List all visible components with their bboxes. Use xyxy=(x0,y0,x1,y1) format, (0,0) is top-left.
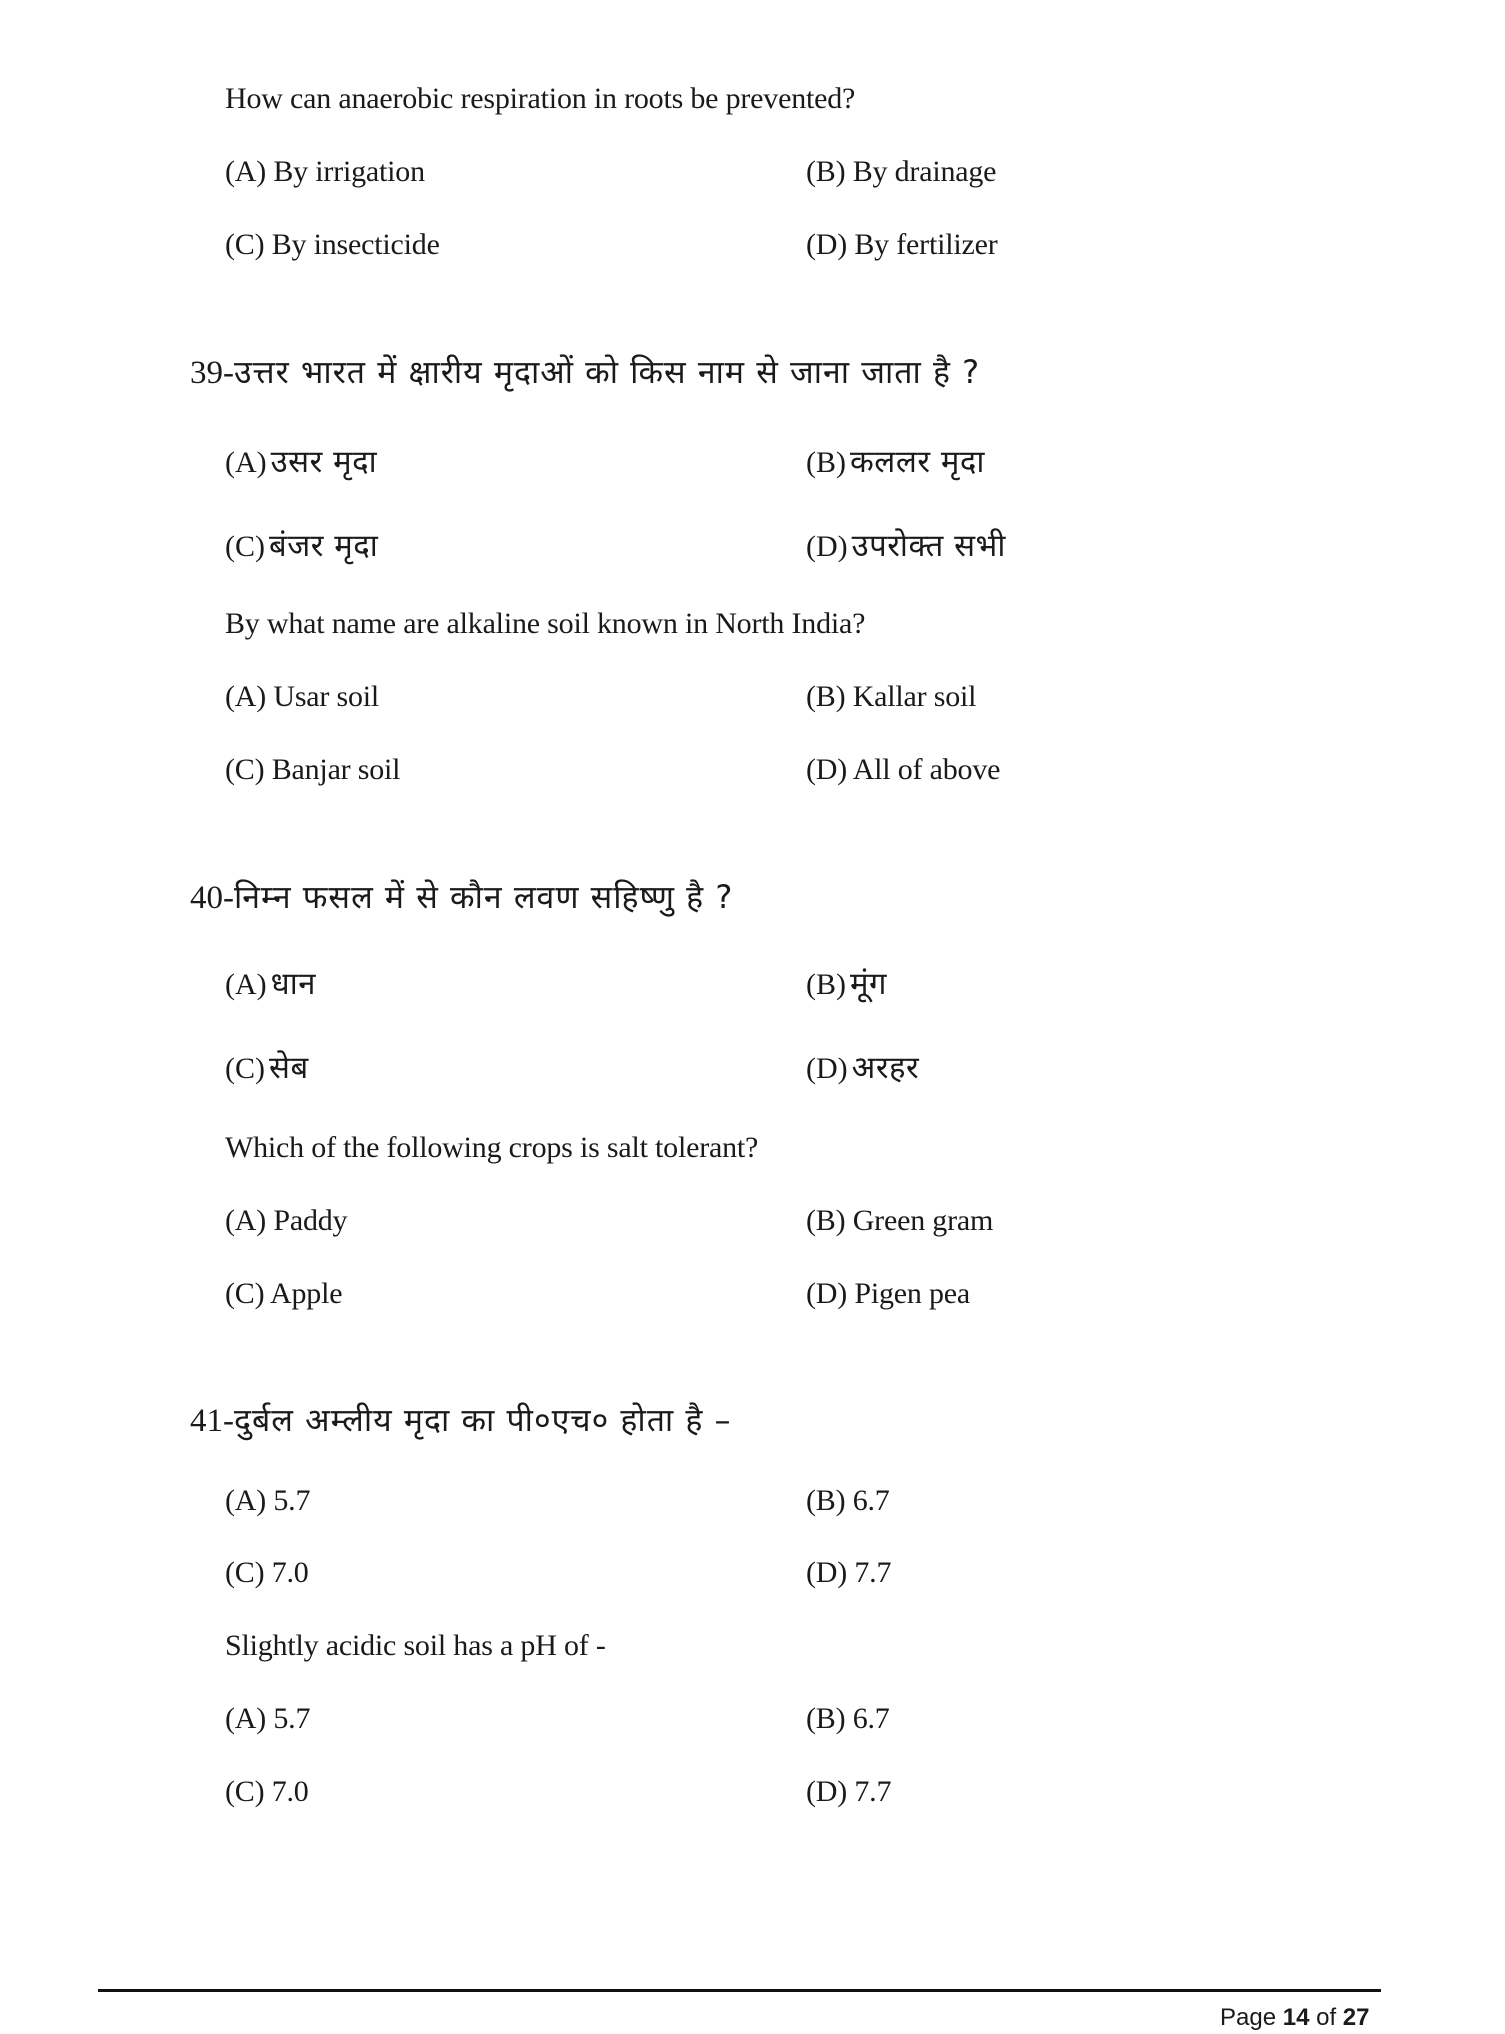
question-text-hi: निम्न फसल में से कौन लवण सहिष्णु है ? xyxy=(234,878,734,916)
q41-option-d-hi xyxy=(806,1556,891,1590)
q40-option-d-hi xyxy=(806,1046,919,1088)
option-text: 7.7 xyxy=(854,1775,892,1808)
q41-option-a-en xyxy=(225,1702,310,1736)
page-number: 14 xyxy=(1282,2004,1310,2031)
q41-question-en: Slightly acidic soil has a pH of - xyxy=(225,1629,606,1662)
option-letter: (C) xyxy=(225,530,265,563)
q40-question-en: Which of the following crops is salt tolerant? xyxy=(225,1131,759,1164)
option-letter: (A) xyxy=(225,1484,267,1517)
q40-option-c-hi xyxy=(225,1046,309,1088)
q38-option-a xyxy=(225,155,425,189)
option-letter: (C) xyxy=(225,1277,265,1310)
q40-option-d-en xyxy=(806,1277,970,1311)
option-letter: (C) xyxy=(225,753,265,786)
q40-option-b-en xyxy=(806,1204,993,1238)
option-text: Banjar soil xyxy=(271,753,401,786)
option-text: By drainage xyxy=(852,155,997,188)
q41-option-c-hi xyxy=(225,1556,309,1590)
option-letter: (C) xyxy=(225,1775,265,1808)
q39-option-b-en xyxy=(806,680,976,714)
option-letter: (A) xyxy=(225,1702,267,1735)
footer-divider xyxy=(98,1989,1381,1992)
option-text: Green gram xyxy=(852,1204,994,1237)
q40-option-a-en xyxy=(225,1204,347,1238)
q39-option-b-hi xyxy=(806,440,985,482)
option-letter: (D) xyxy=(806,1277,848,1310)
q39-option-c-hi xyxy=(225,524,378,566)
q40-question-hi xyxy=(190,875,733,918)
q40-option-c-en xyxy=(225,1277,342,1311)
option-letter: (B) xyxy=(806,680,846,713)
question-text-hi: दुर्बल अम्लीय मृदा का पी०एच० होता है – xyxy=(234,1401,732,1439)
option-letter: (C) xyxy=(225,228,265,261)
option-letter: (A) xyxy=(225,968,267,1001)
page-footer xyxy=(1220,2004,1370,2032)
total-pages: 27 xyxy=(1342,2004,1370,2031)
option-text: Pigen pea xyxy=(854,1277,971,1310)
q41-option-c-en xyxy=(225,1775,309,1809)
option-text: Paddy xyxy=(273,1204,348,1237)
option-text: Apple xyxy=(270,1277,343,1310)
q38-option-b xyxy=(806,155,996,189)
option-letter: (B) xyxy=(806,1702,846,1735)
q41-option-a-hi xyxy=(225,1484,310,1518)
option-text: 7.0 xyxy=(271,1556,309,1589)
option-text: सेब xyxy=(269,1050,309,1086)
question-number: 40- xyxy=(190,880,234,916)
of-word: of xyxy=(1316,2004,1337,2031)
q39-option-c-en xyxy=(225,753,400,787)
q39-option-a-hi xyxy=(225,440,377,482)
q39-question-hi xyxy=(190,350,980,393)
option-text: By irrigation xyxy=(273,155,425,188)
option-text: धान xyxy=(270,966,316,1002)
option-letter: (A) xyxy=(225,446,267,479)
option-letter: (D) xyxy=(806,228,848,261)
option-text: कललर मृदा xyxy=(850,444,985,480)
option-text: 6.7 xyxy=(852,1702,890,1735)
option-letter: (C) xyxy=(225,1052,265,1085)
option-letter: (B) xyxy=(806,446,846,479)
option-letter: (D) xyxy=(806,1556,848,1589)
option-letter: (B) xyxy=(806,968,846,1001)
option-letter: (B) xyxy=(806,1484,846,1517)
page-word: Page xyxy=(1220,2004,1277,2031)
option-letter: (C) xyxy=(225,1556,265,1589)
option-text: 5.7 xyxy=(273,1702,311,1735)
q38-question-en: How can anaerobic respiration in roots be prevented? xyxy=(225,82,856,115)
q41-option-b-en xyxy=(806,1702,890,1736)
option-text: Kallar soil xyxy=(852,680,977,713)
q39-option-d-en xyxy=(806,753,1000,787)
option-letter: (A) xyxy=(225,1204,267,1237)
option-text: बंजर मृदा xyxy=(269,528,379,564)
q39-option-a-en xyxy=(225,680,379,714)
option-text: 6.7 xyxy=(852,1484,890,1517)
question-number: 39- xyxy=(190,355,234,391)
option-text: Usar soil xyxy=(273,680,380,713)
option-letter: (D) xyxy=(806,1052,848,1085)
option-text: By fertilizer xyxy=(854,228,998,261)
option-letter: (D) xyxy=(806,1775,848,1808)
option-text: All of above xyxy=(852,753,1001,786)
option-text: 7.7 xyxy=(854,1556,892,1589)
option-text: 5.7 xyxy=(273,1484,311,1517)
option-text: By insecticide xyxy=(271,228,440,261)
option-text: 7.0 xyxy=(271,1775,309,1808)
option-letter: (D) xyxy=(806,753,848,786)
q41-option-d-en xyxy=(806,1775,891,1809)
option-text: उसर मृदा xyxy=(270,444,378,480)
q41-option-b-hi xyxy=(806,1484,890,1518)
q39-question-en: By what name are alkaline soil known in North India? xyxy=(225,607,866,640)
option-text: अरहर xyxy=(851,1050,920,1086)
q38-option-d xyxy=(806,228,998,262)
option-letter: (A) xyxy=(225,155,267,188)
question-number: 41- xyxy=(190,1403,234,1439)
q40-option-a-hi xyxy=(225,962,316,1004)
option-text: मूंग xyxy=(850,966,887,1002)
option-text: उपरोक्त सभी xyxy=(851,528,1006,564)
q41-question-hi xyxy=(190,1398,732,1441)
option-letter: (A) xyxy=(225,680,267,713)
option-letter: (B) xyxy=(806,1204,846,1237)
question-text-hi: उत्तर भारत में क्षारीय मृदाओं को किस नाम से जाना जाता है ? xyxy=(234,353,981,391)
q39-option-d-hi xyxy=(806,524,1006,566)
option-letter: (B) xyxy=(806,155,846,188)
option-letter: (D) xyxy=(806,530,848,563)
q38-option-c xyxy=(225,228,440,262)
q40-option-b-hi xyxy=(806,962,887,1004)
